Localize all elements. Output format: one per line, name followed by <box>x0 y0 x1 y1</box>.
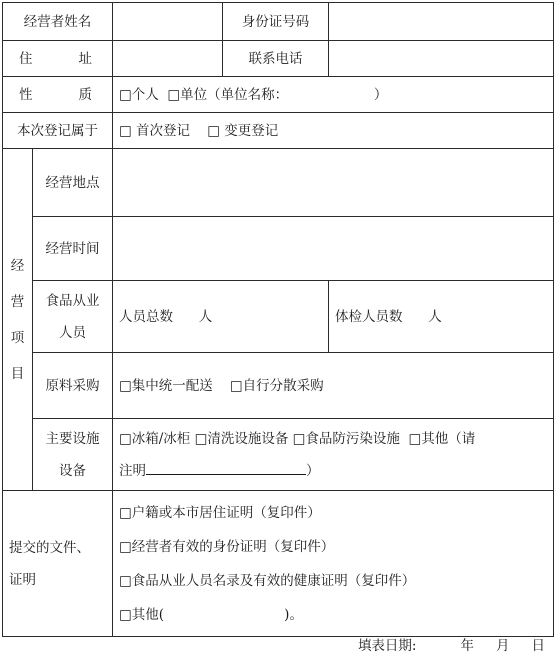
row-business-time <box>3 217 554 281</box>
fill-date-month: 月 <box>496 638 510 654</box>
time-label: 经营时间 <box>33 217 113 281</box>
documents-label-line-2: 证明 <box>9 571 36 588</box>
id-field[interactable] <box>329 3 554 41</box>
location-label: 经营地点 <box>33 149 113 217</box>
facilities-label-line-1: 主要设施 <box>45 430 100 447</box>
registration-options[interactable]: □ 首次登记 □ 变更登记 <box>113 113 554 149</box>
staff-label-line-1: 食品从业 <box>45 292 100 309</box>
procurement-label: 原料采购 <box>33 353 113 419</box>
address-label <box>3 41 113 77</box>
name-field[interactable] <box>113 3 223 41</box>
facilities-note-blank[interactable] <box>146 458 306 475</box>
procurement-options[interactable]: □集中统一配送 □自行分散采购 <box>113 353 554 419</box>
facilities-label-line-2: 设备 <box>59 462 86 479</box>
facilities-note-suffix: ） <box>306 462 320 479</box>
registration-label: 本次登记属于 <box>3 113 113 149</box>
documents-label <box>3 491 113 637</box>
fill-date-day: 日 <box>531 638 545 654</box>
address-label-b: 址 <box>78 50 92 67</box>
address-field[interactable] <box>113 41 223 77</box>
row-nature <box>3 77 554 113</box>
business-char-2: 营 <box>10 293 25 310</box>
nature-label <box>3 77 113 113</box>
address-label-a: 住 <box>19 50 33 67</box>
row-business-location <box>3 149 554 217</box>
business-char-1: 经 <box>10 257 25 274</box>
id-label: 身份证号码 <box>223 3 329 41</box>
row-food-staff <box>3 281 554 353</box>
business-char-3: 项 <box>10 329 25 346</box>
phone-field[interactable] <box>329 41 554 77</box>
facilities-options-line: □冰箱/冰柜 □清洗设施设备 □食品防污染设施 □其他（请 <box>119 430 476 447</box>
row-registration <box>3 113 554 149</box>
row-facilities <box>3 419 554 491</box>
fill-date-label: 填表日期: <box>357 638 417 654</box>
fill-date <box>358 634 545 654</box>
registration-form <box>2 2 554 637</box>
row-procurement <box>3 353 554 419</box>
documents-label-line-1: 提交的文件、 <box>9 539 90 556</box>
staff-label-line-2: 人员 <box>59 324 86 341</box>
business-group-label <box>3 149 33 491</box>
nature-options[interactable]: □个人 □单位（单位名称： ） <box>113 77 554 113</box>
fill-date-year: 年 <box>460 638 474 654</box>
row-name-id <box>3 3 554 41</box>
documents-list <box>113 491 554 637</box>
name-label: 经营者姓名 <box>3 3 113 41</box>
business-char-4: 目 <box>10 365 25 382</box>
document-item[interactable]: □经营者有效的身份证明（复印件） <box>119 538 335 555</box>
staff-total-field[interactable]: 人员总数 人 <box>113 281 329 353</box>
facilities-options[interactable] <box>113 419 554 491</box>
time-field[interactable] <box>113 217 554 281</box>
document-item[interactable]: □食品从业人员名录及有效的健康证明（复印件） <box>119 572 416 589</box>
nature-label-b: 质 <box>78 86 92 103</box>
row-address-phone <box>3 41 554 77</box>
nature-label-a: 性 <box>19 86 33 103</box>
facilities-note-prefix: 注明 <box>119 462 146 479</box>
row-documents <box>3 491 554 637</box>
facilities-label <box>33 419 113 491</box>
staff-checked-field[interactable]: 体检人员数 人 <box>329 281 554 353</box>
staff-label <box>33 281 113 353</box>
location-field[interactable] <box>113 149 554 217</box>
document-item[interactable]: □其他( )。 <box>119 606 303 623</box>
phone-label: 联系电话 <box>223 41 329 77</box>
document-item[interactable]: □户籍或本市居住证明（复印件） <box>119 504 321 521</box>
facilities-note-line <box>119 455 547 487</box>
